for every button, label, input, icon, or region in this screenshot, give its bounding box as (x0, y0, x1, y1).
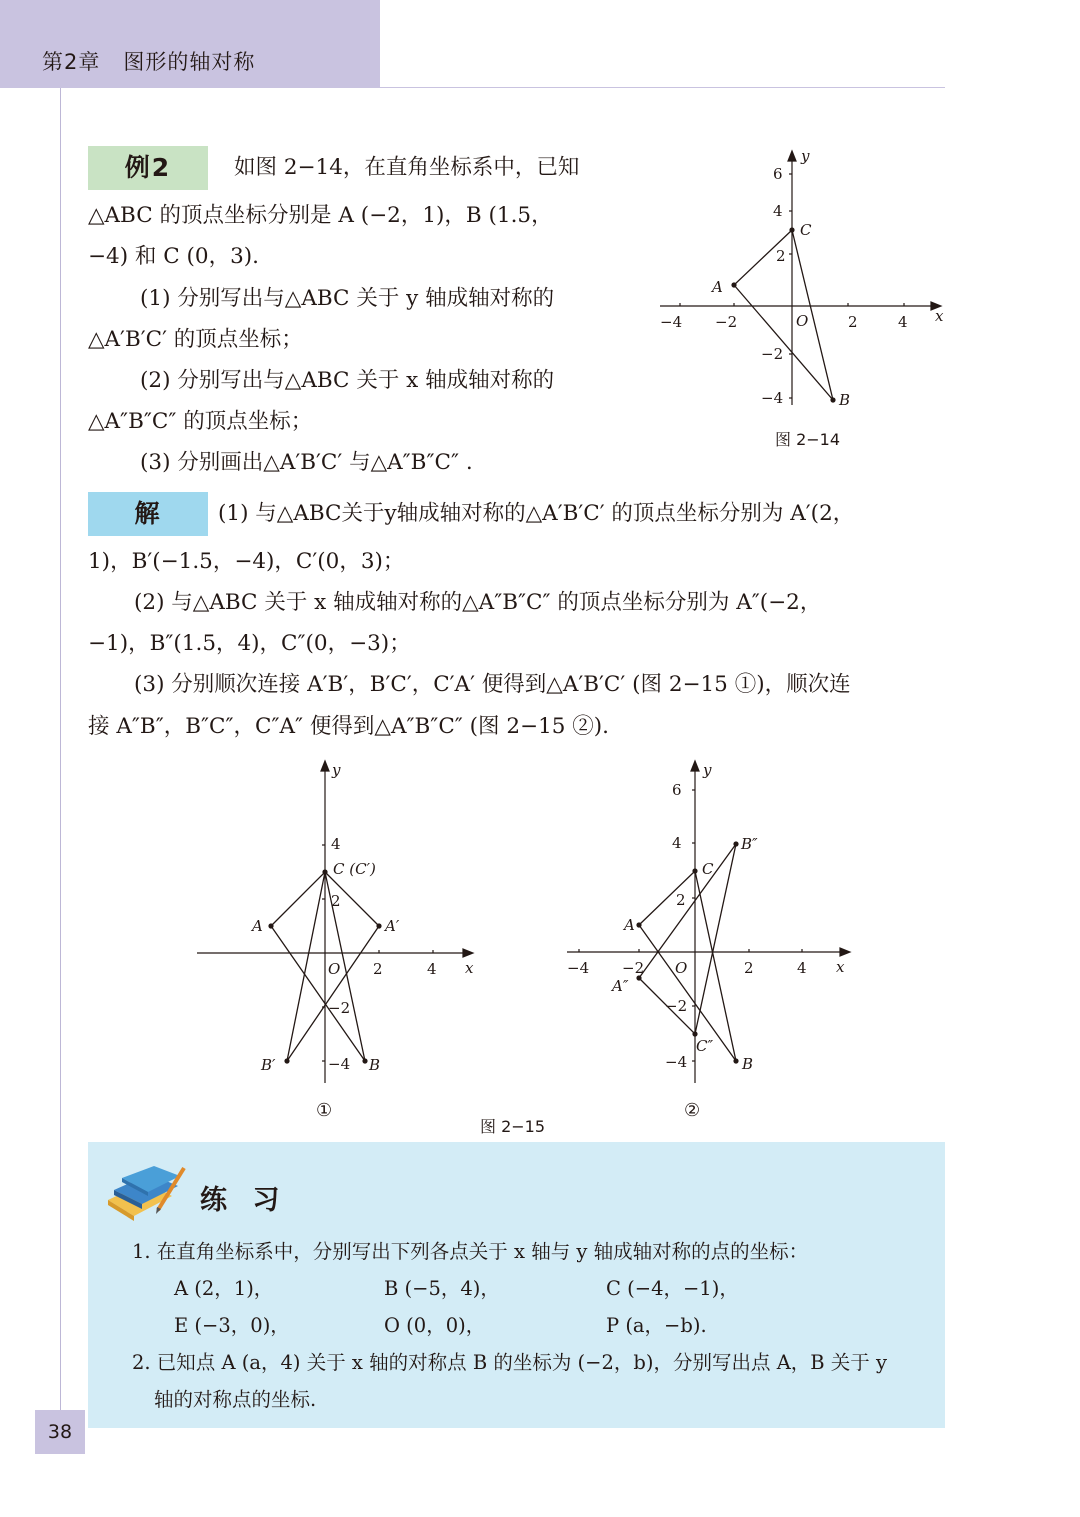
point-a-label: A (712, 278, 723, 296)
y-tick: 2 (676, 891, 686, 909)
margin-rule (60, 88, 61, 1410)
y-tick: −2 (761, 345, 784, 363)
exercise-point: B (−5，4)， (384, 1277, 500, 1300)
solution-line-4: −1)，B″(1.5，4)，C″(0，−3)； (88, 631, 411, 656)
point-c-label: C (702, 860, 714, 878)
x-tick: 2 (848, 313, 858, 331)
example-line-4: (1) 分别写出与△ABC 关于 y 轴成轴对称的 (140, 286, 555, 311)
point-b-double-prime (733, 841, 738, 846)
figure-2-14-caption: 图 2−14 (775, 430, 841, 449)
solution-tag: 解 (88, 492, 208, 536)
x-tick: 2 (373, 960, 383, 978)
y-axis-arrow (788, 151, 796, 161)
point-a (268, 923, 273, 928)
example-line-7: △A″B″C″ 的顶点坐标； (88, 409, 313, 434)
y-tick: 4 (672, 834, 682, 852)
point-b (830, 397, 835, 402)
origin-label: O (796, 312, 809, 330)
x-axis-arrow (463, 949, 473, 957)
y-tick: 2 (776, 247, 786, 265)
y-tick: 4 (331, 835, 341, 853)
y-axis-arrow (691, 761, 699, 771)
solution-line-2: 1)，B′(−1.5，−4)，C′(0，3)； (88, 549, 405, 574)
example-line-2: △ABC 的顶点坐标分别是 A (−2，1)，B (1.5， (88, 203, 553, 228)
point-a (731, 282, 736, 287)
figure-2-15-part-2-label: ② (684, 1100, 701, 1121)
x-tick: −4 (567, 959, 590, 977)
exercise-point: E (−3，0)， (174, 1314, 290, 1337)
figure-2-15-part-1 (195, 757, 495, 1092)
point-c (322, 869, 327, 874)
solution-line-6: 接 A″B″，B″C″，C″A″ 便得到△A″B″C″ (图 2−15 ②). (88, 714, 609, 739)
solution-line-1: (1) 与△ABC关于y轴成轴对称的△A′B′C′ 的顶点坐标分别为 A′(2， (218, 501, 855, 526)
exercise-question-1: 1. 在直角坐标系中，分别写出下列各点关于 x 轴与 y 轴成轴对称的点的坐标： (132, 1240, 809, 1263)
x-axis-label: x (836, 958, 845, 976)
x-axis-arrow (840, 948, 850, 956)
point-c (692, 868, 697, 873)
y-axis-label: y (703, 761, 712, 779)
y-axis-label: y (332, 761, 341, 779)
x-tick: 4 (898, 313, 908, 331)
x-tick: −2 (622, 959, 645, 977)
origin-label: O (328, 960, 341, 978)
x-tick: −2 (715, 313, 738, 331)
point-a-label: A (252, 917, 263, 935)
x-tick: 2 (744, 959, 754, 977)
y-tick: −2 (665, 997, 688, 1015)
point-c-double-prime (692, 1031, 697, 1036)
x-tick: 4 (797, 959, 807, 977)
point-b-prime-label: B′ (261, 1056, 276, 1074)
point-c-label: C (800, 221, 812, 239)
y-axis-label: y (801, 147, 810, 165)
example-line-5: △A′B′C′ 的顶点坐标； (88, 327, 303, 352)
point-b-label: B (742, 1055, 754, 1073)
figure-2-15-part-1-label: ① (316, 1100, 333, 1121)
x-tick: 4 (427, 960, 437, 978)
y-tick: −4 (328, 1055, 351, 1073)
y-tick: −4 (761, 389, 784, 407)
exercise-title: 练 习 (200, 1185, 288, 1216)
x-tick: −4 (660, 313, 683, 331)
y-tick: 6 (773, 165, 783, 183)
y-tick: −4 (665, 1053, 688, 1071)
exercise-question-2: 2. 已知点 A (a，4) 关于 x 轴的对称点 B 的坐标为 (−2，b)，分别写出点 A，B 关于 y (132, 1351, 888, 1374)
y-tick: 4 (773, 202, 783, 220)
x-axis-label: x (935, 307, 944, 325)
y-axis-arrow (321, 761, 329, 771)
solution-line-3: (2) 与△ABC 关于 x 轴成轴对称的△A″B″C″ 的顶点坐标分别为 A″(−2， (134, 590, 822, 615)
exercise-point: A (2，1)， (174, 1277, 274, 1300)
example-line-6: (2) 分别写出与△ABC 关于 x 轴成轴对称的 (140, 368, 555, 393)
chapter-title: 第2章 图形的轴对称 (42, 50, 256, 74)
point-c-double-prime-label: C″ (696, 1037, 714, 1055)
y-tick: −2 (328, 999, 351, 1017)
point-b (733, 1058, 738, 1063)
point-b-label: B (369, 1056, 381, 1074)
y-tick: 6 (672, 781, 682, 799)
figure-2-15-part-2 (562, 757, 862, 1092)
example-line-1: 如图 2−14，在直角坐标系中，已知 (234, 155, 580, 180)
triangle-a2b2c2 (639, 844, 736, 1034)
figure-2-15-caption: 图 2−15 (480, 1117, 546, 1136)
example-line-3: −4) 和 C (0，3). (88, 244, 260, 269)
point-b-prime (284, 1058, 289, 1063)
exercise-point: O (0，0)， (384, 1314, 486, 1337)
point-c-label: C (C′) (333, 860, 376, 878)
point-c (789, 227, 794, 232)
example-line-8: (3) 分别画出△A′B′C′ 与△A″B″C″ . (140, 450, 473, 475)
exercise-question-2-cont: 轴的对称点的坐标. (154, 1388, 317, 1411)
point-a-double-prime-label: A″ (612, 977, 629, 995)
point-a-label: A (624, 916, 635, 934)
books-pencil-icon (100, 1160, 190, 1224)
exercise-point: P (a，−b). (606, 1314, 707, 1337)
exercise-point: C (−4，−1)， (606, 1277, 739, 1300)
point-b-double-prime-label: B″ (741, 835, 758, 853)
point-a-prime (376, 923, 381, 928)
figure-2-14 (655, 145, 950, 415)
solution-line-5: (3) 分别顺次连接 A′B′，B′C′，C′A′ 便得到△A′B′C′ (图 2−15 ①)，顺次连 (134, 672, 851, 697)
header-rule (380, 87, 945, 88)
triangle-abc (639, 871, 736, 1061)
example-tag: 例2 (88, 146, 208, 190)
point-a (636, 922, 641, 927)
point-b (362, 1058, 367, 1063)
x-axis-label: x (465, 959, 474, 977)
origin-label: O (675, 959, 688, 977)
point-a-prime-label: A′ (385, 917, 400, 935)
page-number: 38 (35, 1410, 85, 1454)
point-b-label: B (839, 391, 851, 409)
y-tick: 2 (331, 892, 341, 910)
